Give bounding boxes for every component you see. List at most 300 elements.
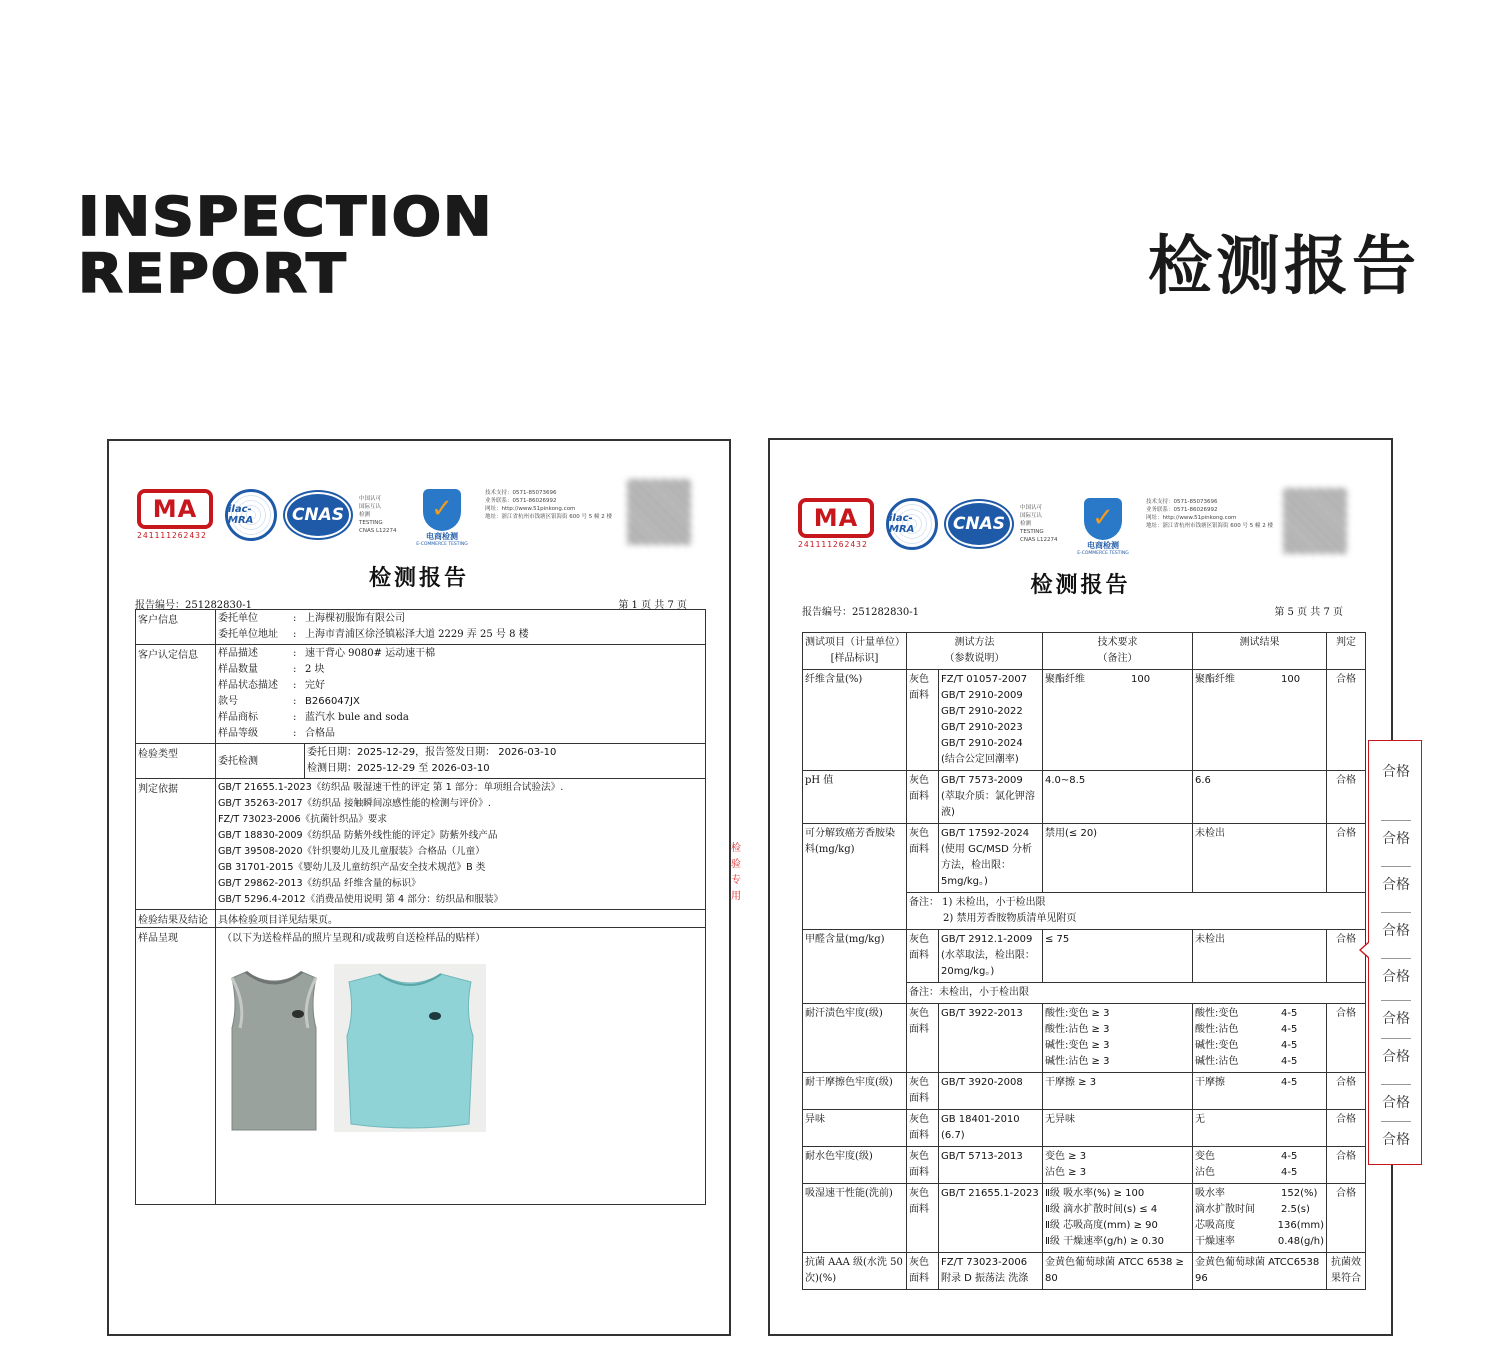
- inspect-type-row: [136, 744, 706, 779]
- shield-en: E-COMMERCE TESTING: [1077, 551, 1129, 556]
- callout-verdict: 合格: [1382, 969, 1410, 985]
- kv-key: 样品描述: [218, 648, 258, 659]
- kv-value: 合格品: [305, 728, 335, 739]
- callout-separator: [1381, 1084, 1411, 1085]
- result-line: [1195, 1038, 1324, 1054]
- sample-id: 灰色面料: [907, 1147, 939, 1184]
- requirement-label: 酸性:沾色 ≥ 3: [1045, 1024, 1110, 1035]
- test-method: GB/T 17592-2024 (使用 GC/MSD 分析方法，检出限：5mg/kg。): [939, 824, 1043, 893]
- hero-title-en: [78, 185, 494, 305]
- header-req-line: （备注）: [1097, 653, 1138, 664]
- conclusion-label: 检验结果及结论: [136, 910, 216, 928]
- kv-value: 完好: [305, 680, 325, 691]
- contact-line: 网址：http://www.51pinkong.com: [485, 506, 576, 512]
- kv-key: 样品等级: [218, 728, 258, 739]
- cnas-line: 国际互认: [359, 504, 382, 510]
- basis-row: [136, 779, 706, 910]
- result-label: 滴水扩散时间: [1195, 1204, 1255, 1215]
- requirement-label: ≤ 75: [1045, 934, 1070, 945]
- requirement: [1043, 1184, 1193, 1253]
- verdict: 合格: [1327, 1184, 1366, 1253]
- result: [1193, 670, 1327, 771]
- kv-key: 委托单位地址: [218, 629, 278, 640]
- sample-id: 灰色面料: [907, 1004, 939, 1073]
- kv-value: 速干背心 9080# 运动速干棉: [305, 648, 436, 659]
- result-line: [1195, 1218, 1324, 1234]
- result-line: [1195, 1054, 1324, 1070]
- report-page-5: [768, 438, 1393, 1336]
- result-row: [803, 930, 1366, 983]
- requirement-label: Ⅱ级 芯吸高度(mm) ≥ 90: [1045, 1220, 1158, 1231]
- result-label: 6.6: [1195, 775, 1211, 786]
- requirement-line: [1045, 672, 1190, 688]
- result: [1193, 1147, 1327, 1184]
- kv-key: 委托单位: [218, 613, 258, 624]
- result-label: 酸性:变色: [1195, 1008, 1239, 1019]
- sample-id: 灰色面料: [907, 824, 939, 893]
- test-method: FZ/T 73023-2006 附录 D 振荡法 洗涤: [939, 1253, 1043, 1290]
- verdict: 合格: [1327, 771, 1366, 824]
- report-page-1: [107, 439, 741, 1336]
- result-value: 4-5: [1281, 1151, 1298, 1162]
- verdict: 合格: [1327, 1110, 1366, 1147]
- hero-title-line1: INSPECTION: [78, 185, 494, 248]
- requirement-line: [1045, 1165, 1190, 1181]
- result-line: [1195, 1149, 1324, 1165]
- requirement: [1043, 930, 1193, 983]
- requirement-line: [1045, 1075, 1190, 1091]
- shield-en: E-COMMERCE TESTING: [416, 542, 468, 547]
- result: [1193, 771, 1327, 824]
- kv-key: 样品数量: [218, 664, 258, 675]
- requirement-label: 金黄色葡萄球菌 ATCC 6538 ≥ 80: [1045, 1257, 1184, 1284]
- basis-line: GB 31701-2015《婴幼儿及儿童纺织产品安全技术规范》B 类: [218, 862, 486, 873]
- requirement-line: [1045, 1234, 1190, 1250]
- callout-separator: [1381, 958, 1411, 959]
- test-item: 可分解致癌芳香胺染料(mg/kg): [803, 824, 907, 930]
- cma-logo: [798, 498, 878, 549]
- test-item: 抗菌 AAA 级(水洗 50 次)(%): [803, 1253, 907, 1290]
- test-item: 吸湿速干性能(洗前): [803, 1184, 907, 1253]
- requirement: [1043, 824, 1193, 893]
- cnas-side-text: [1020, 504, 1060, 544]
- result-value: 4-5: [1281, 1008, 1298, 1019]
- header-method-line: 测试方法: [954, 637, 995, 648]
- verdict-callout: [1368, 740, 1422, 1165]
- callout-verdict: 合格: [1382, 1132, 1410, 1148]
- check-shield-icon: ✓: [423, 489, 461, 531]
- test-method: GB/T 7573-2009 (萃取介质：氯化钾溶液): [939, 771, 1043, 824]
- kv-key: 样品商标: [218, 712, 258, 723]
- requirement-label: 干摩擦 ≥ 3: [1045, 1077, 1097, 1088]
- requirement-label: Ⅱ级 吸水率(%) ≥ 100: [1045, 1188, 1145, 1199]
- conclusion-row: [136, 910, 706, 928]
- requirement-label: 碱性:变色 ≥ 3: [1045, 1040, 1110, 1051]
- contact-line: 技术支持：0571-85073696: [1146, 499, 1218, 505]
- result-line: [1195, 1006, 1324, 1022]
- result-label: 未检出: [1195, 934, 1225, 945]
- basis-line: GB/T 21655.1-2023《纺织品 吸湿速干性的评定 第 1 部分：单项组合试验法》.: [218, 782, 564, 793]
- contact-line: 地址：浙江省杭州市钱塘区银海街 600 号 5 幢 2 楼: [1146, 523, 1273, 529]
- result-label: 金黄色葡萄球菌 ATCC6538 96: [1195, 1257, 1320, 1284]
- test-method: GB/T 3922-2013: [939, 1004, 1043, 1073]
- cnas-line: TESTING: [359, 520, 383, 526]
- kv-row: 样品商标 : 蓝汽水 bule and soda: [218, 710, 703, 726]
- requirement-label: 无异味: [1045, 1114, 1075, 1125]
- basis-line: GB/T 29862-2013《纺织品 纤维含量的标识》: [218, 878, 421, 889]
- check-shield-icon: ✓: [1084, 498, 1122, 540]
- basis-line: FZ/T 73023-2006《抗菌针织品》要求: [218, 814, 387, 825]
- header-method-line: （参数说明）: [944, 653, 1005, 664]
- result-row: [803, 1004, 1366, 1073]
- ilac-logo: ilac-MRA: [225, 489, 277, 541]
- header-item-line: 测试项目（计量单位）: [805, 637, 905, 648]
- kv-row: 样品数量 : 2 块: [218, 662, 703, 678]
- photo-note: （以下为送检样品的照片呈现和/或裁剪自送检样品的贴样）: [222, 933, 486, 944]
- client-row: [136, 610, 706, 645]
- result-label: 芯吸高度: [1195, 1220, 1235, 1231]
- result-label: 未检出: [1195, 828, 1225, 839]
- row-note: [907, 893, 1366, 930]
- shield-cn: 电商检测: [1087, 541, 1119, 550]
- doc-title: 检测报告: [368, 565, 469, 591]
- qr-code-icon: [627, 479, 691, 545]
- kv-value: 上海棵初服饰有限公司: [305, 613, 405, 624]
- requirement-line: [1045, 826, 1190, 842]
- cnas-line: CNAS L12274: [359, 528, 397, 534]
- report-number: 报告编号：251282830-1: [135, 600, 253, 611]
- page-number: 第 5 页 共 7 页: [1274, 607, 1343, 618]
- doc-title: 检测报告: [1030, 572, 1131, 598]
- test-item: 纤维含量(%): [803, 670, 907, 771]
- result-value: 100: [1281, 674, 1301, 685]
- result-line: [1195, 1186, 1324, 1202]
- cnas-logo: CNAS: [946, 501, 1012, 547]
- kv-value: 蓝汽水 bule and soda: [305, 712, 409, 723]
- kv-row: 样品描述 : 速干背心 9080# 运动速干棉: [218, 646, 703, 662]
- result-line: [1195, 932, 1324, 948]
- contact-line: 地址：浙江省杭州市钱塘区银海街 600 号 5 幢 2 楼: [485, 514, 612, 520]
- result-row: [803, 1073, 1366, 1110]
- info-table: [135, 609, 706, 1205]
- cnas-logo: CNAS: [285, 492, 351, 538]
- shield-cn: 电商检测: [426, 532, 458, 541]
- kv-row: 款号 : B266047JX: [218, 694, 703, 710]
- callout-separator: [1381, 820, 1411, 821]
- callout-separator: [1381, 912, 1411, 913]
- kv-value: 2 块: [305, 664, 325, 675]
- requirement: [1043, 670, 1193, 771]
- verdict: 抗菌效果符合: [1327, 1253, 1366, 1290]
- requirement: [1043, 1253, 1193, 1290]
- requirement-value: 100: [1131, 674, 1151, 685]
- requirement: [1043, 771, 1193, 824]
- result-value: 4-5: [1281, 1056, 1298, 1067]
- row-note: [907, 983, 1366, 1004]
- inspect-type-value: 委托检测: [216, 744, 305, 778]
- requirement-line: [1045, 932, 1190, 948]
- sample-row: [136, 645, 706, 744]
- cnas-line: 中国认可: [359, 496, 382, 502]
- basis-line: GB/T 35263-2017《纺织品 接触瞬间凉感性能的检测与评价》.: [218, 798, 491, 809]
- result-label: 干摩擦: [1195, 1077, 1225, 1088]
- cma-text: MA: [798, 498, 874, 538]
- kv-row: 委托单位地址 : 上海市青浦区徐泾镇崧泽大道 2229 弄 25 号 8 楼: [218, 627, 703, 643]
- callout-verdict: 合格: [1382, 1011, 1410, 1027]
- result-line: [1195, 826, 1324, 842]
- inspect-date-line: 委托日期：2025-12-29，报告签发日期： 2026-03-10: [307, 747, 557, 758]
- result-row: [803, 1253, 1366, 1290]
- header-row: [803, 633, 1366, 670]
- requirement-label: Ⅱ级 干燥速率(g/h) ≥ 0.30: [1045, 1236, 1164, 1247]
- requirement-line: [1045, 1006, 1190, 1022]
- ilac-logo: ilac-MRA: [886, 498, 938, 550]
- result-label: 无: [1195, 1114, 1205, 1125]
- kv-key: 样品状态描述: [218, 680, 278, 691]
- cnas-line: 中国认可: [1020, 505, 1043, 511]
- result-value: 2.5(s): [1281, 1204, 1310, 1215]
- requirement-line: [1045, 1112, 1190, 1128]
- teal-tank-photo: [334, 964, 486, 1132]
- header-req-line: 技术要求: [1097, 637, 1138, 648]
- inspect-type-cell: [216, 744, 706, 779]
- accreditation-logos: [798, 498, 1276, 556]
- requirement-line: [1045, 1255, 1190, 1287]
- result: [1193, 1004, 1327, 1073]
- result-value: 136(mm): [1277, 1220, 1324, 1231]
- header-item-line: [样品标识]: [830, 653, 879, 664]
- result-value: 4-5: [1281, 1167, 1298, 1178]
- result: [1193, 1253, 1327, 1290]
- test-method: GB/T 2912.1-2009 (水萃取法，检出限：20mg/kg。): [939, 930, 1043, 983]
- cnas-line: 检测: [1020, 521, 1032, 527]
- cnas-side-text: [359, 495, 399, 535]
- qr-code-icon: [1283, 488, 1347, 554]
- verdict: 合格: [1327, 1073, 1366, 1110]
- requirement: [1043, 1147, 1193, 1184]
- cnas-line: CNAS L12274: [1020, 537, 1058, 543]
- sample-id: 灰色面料: [907, 771, 939, 824]
- kv-value: B266047JX: [305, 696, 360, 707]
- cnas-line: TESTING: [1020, 529, 1044, 535]
- contact-line: 业务联系：0571-86026992: [485, 498, 557, 504]
- sample-label: 客户认定信息: [136, 645, 216, 744]
- inspection-stamp: 检 验 专 用: [731, 843, 741, 902]
- test-item: pH 值: [803, 771, 907, 824]
- callout-verdict: 合格: [1382, 764, 1410, 780]
- callout-verdict: 合格: [1382, 877, 1410, 893]
- contact-line: 网址：http://www.51pinkong.com: [1146, 515, 1237, 521]
- sample-id: 灰色面料: [907, 1184, 939, 1253]
- sample-id: 灰色面料: [907, 670, 939, 771]
- ecommerce-testing-logo: [407, 489, 477, 547]
- client-label: 客户信息: [136, 610, 216, 645]
- header-item: [803, 633, 907, 670]
- result-row: [803, 1110, 1366, 1147]
- callout-verdict: 合格: [1382, 923, 1410, 939]
- result-line: [1195, 1202, 1324, 1218]
- cma-text: MA: [137, 489, 213, 529]
- result-value: 0.48(g/h): [1277, 1236, 1324, 1247]
- cnas-line: 国际互认: [1020, 513, 1043, 519]
- requirement: [1043, 1110, 1193, 1147]
- inspect-date-line: 检测日期：2025-12-29 至 2026-03-10: [307, 763, 490, 774]
- ecommerce-testing-logo: [1068, 498, 1138, 556]
- photo-cell: [216, 928, 706, 1205]
- page-number: 第 1 页 共 7 页: [618, 600, 687, 611]
- cma-number: 241111262432: [137, 531, 207, 540]
- test-method: FZ/T 01057-2007 GB/T 2910-2009 GB/T 2910-2022 GB/T 2910-2023 GB/T 2910-2024 (结合公定回潮率): [939, 670, 1043, 771]
- conclusion-value: 具体检验项目详见结果页。: [216, 910, 706, 928]
- sample-id: 灰色面料: [907, 1073, 939, 1110]
- requirement-label: 4.0~8.5: [1045, 775, 1086, 786]
- callout-verdict: 合格: [1382, 1095, 1410, 1111]
- note-line: 备注： 1) 未检出，小于检出限: [909, 897, 1046, 908]
- sample-id: 灰色面料: [907, 930, 939, 983]
- requirement-label: 沾色 ≥ 3: [1045, 1167, 1087, 1178]
- grey-tank-photo: [224, 964, 324, 1134]
- test-item: 甲醛含量(mg/kg): [803, 930, 907, 1004]
- photo-row: [136, 928, 706, 1205]
- sample-photos: [224, 964, 703, 1134]
- result-line: [1195, 1112, 1324, 1128]
- requirement-line: [1045, 1202, 1190, 1218]
- kv-row: 样品状态描述 : 完好: [218, 678, 703, 694]
- basis-line: GB/T 5296.4-2012《消费品使用说明 第 4 部分：纺织品和服装》: [218, 894, 504, 905]
- accreditation-logos: [137, 489, 615, 547]
- requirement-line: [1045, 1218, 1190, 1234]
- basis-line: GB/T 18830-2009《纺织品 防紫外线性能的评定》防紫外线产品: [218, 830, 498, 841]
- result: [1193, 1184, 1327, 1253]
- result: [1193, 1073, 1327, 1110]
- note-line: 2) 禁用芳香胺物质清单见附页: [943, 913, 1077, 924]
- result-row: [803, 824, 1366, 893]
- cma-logo: [137, 489, 217, 540]
- requirement-line: [1045, 1054, 1190, 1070]
- kv-row: 样品等级 : 合格品: [218, 726, 703, 742]
- result-value: 4-5: [1281, 1040, 1298, 1051]
- callout-separator: [1381, 866, 1411, 867]
- verdict: 合格: [1327, 930, 1366, 983]
- result-label: 碱性:变色: [1195, 1040, 1239, 1051]
- callout-verdict: 合格: [1382, 831, 1410, 847]
- test-item: 耐干摩擦色牢度(级): [803, 1073, 907, 1110]
- contact-line: 技术支持：0571-85073696: [485, 490, 557, 496]
- requirement-label: 禁用(≤ 20): [1045, 828, 1098, 839]
- inspect-type-label: 检验类型: [136, 744, 216, 779]
- result-line: [1195, 1255, 1324, 1287]
- test-method: GB 18401-2010 (6.7): [939, 1110, 1043, 1147]
- test-method: GB/T 21655.1-2023: [939, 1184, 1043, 1253]
- requirement-label: 碱性:沾色 ≥ 3: [1045, 1056, 1110, 1067]
- note-line: 备注：未检出，小于检出限: [909, 987, 1029, 998]
- requirement-line: [1045, 1038, 1190, 1054]
- callout-separator: [1381, 1000, 1411, 1001]
- basis-values: [216, 779, 706, 910]
- requirement-line: [1045, 1186, 1190, 1202]
- test-item: 异味: [803, 1110, 907, 1147]
- client-values: [216, 610, 706, 645]
- result-label: 聚酯纤维: [1195, 674, 1235, 685]
- requirement-label: 酸性:变色 ≥ 3: [1045, 1008, 1110, 1019]
- result: [1193, 1110, 1327, 1147]
- hero-title-cn: 检测报告: [1148, 230, 1420, 304]
- header-result: 测试结果: [1193, 633, 1327, 670]
- verdict: 合格: [1327, 1004, 1366, 1073]
- cma-number: 241111262432: [798, 540, 868, 549]
- result-value: 4-5: [1281, 1024, 1298, 1035]
- contact-info: [1146, 498, 1276, 530]
- requirement-label: Ⅱ级 滴水扩散时间(s) ≤ 4: [1045, 1204, 1158, 1215]
- basis-line: GB/T 39508-2020《针织婴幼儿及儿童服装》合格品（儿童）: [218, 846, 485, 857]
- result-line: [1195, 1075, 1324, 1091]
- result-line: [1195, 1234, 1324, 1250]
- hero-title-line2: REPORT: [78, 242, 348, 305]
- result-line: [1195, 1022, 1324, 1038]
- contact-info: [485, 489, 615, 521]
- requirement: [1043, 1073, 1193, 1110]
- photo-label: 样品呈现: [136, 928, 216, 1205]
- result: [1193, 930, 1327, 983]
- requirement-label: 变色 ≥ 3: [1045, 1151, 1087, 1162]
- requirement-label: 聚酯纤维: [1045, 674, 1085, 685]
- result-label: 干燥速率: [1195, 1236, 1235, 1247]
- requirement-line: [1045, 1022, 1190, 1038]
- contact-line: 业务联系：0571-86026992: [1146, 507, 1218, 513]
- kv-row: 委托单位 : 上海棵初服饰有限公司: [218, 611, 703, 627]
- result-line: [1195, 1165, 1324, 1181]
- result-label: 碱性:沾色: [1195, 1056, 1239, 1067]
- test-method: GB/T 5713-2013: [939, 1147, 1043, 1184]
- test-method: GB/T 3920-2008: [939, 1073, 1043, 1110]
- header-verdict: 判定: [1327, 633, 1366, 670]
- result-row: [803, 1184, 1366, 1253]
- results-table: [802, 632, 1366, 1290]
- test-item: 耐水色牢度(级): [803, 1147, 907, 1184]
- verdict: 合格: [1327, 1147, 1366, 1184]
- requirement-line: [1045, 773, 1190, 789]
- kv-value: 上海市青浦区徐泾镇崧泽大道 2229 弄 25 号 8 楼: [305, 629, 529, 640]
- test-item: 耐汗渍色牢度(级): [803, 1004, 907, 1073]
- result-label: 变色: [1195, 1151, 1215, 1162]
- result-row: [803, 670, 1366, 771]
- cnas-line: 检测: [359, 512, 371, 518]
- callout-verdict: 合格: [1382, 1049, 1410, 1065]
- result-label: 酸性:沾色: [1195, 1024, 1239, 1035]
- requirement: [1043, 1004, 1193, 1073]
- result-row: [803, 1147, 1366, 1184]
- result-value: 4-5: [1281, 1077, 1298, 1088]
- verdict: 合格: [1327, 824, 1366, 893]
- header-req: [1043, 633, 1193, 670]
- header-method: [907, 633, 1043, 670]
- report-number: 报告编号：251282830-1: [802, 607, 920, 618]
- sample-values: [216, 645, 706, 744]
- result: [1193, 824, 1327, 893]
- result-line: [1195, 672, 1324, 688]
- result-value: 152(%): [1281, 1188, 1318, 1199]
- requirement-line: [1045, 1149, 1190, 1165]
- sample-id: 灰色面料: [907, 1253, 939, 1290]
- result-label: 吸水率: [1195, 1188, 1225, 1199]
- verdict: 合格: [1327, 670, 1366, 771]
- kv-key: 款号: [218, 696, 238, 707]
- callout-separator: [1381, 1038, 1411, 1039]
- sample-id: 灰色面料: [907, 1110, 939, 1147]
- inspect-dates: [305, 744, 558, 778]
- basis-label: 判定依据: [136, 779, 216, 910]
- callout-separator: [1381, 1121, 1411, 1122]
